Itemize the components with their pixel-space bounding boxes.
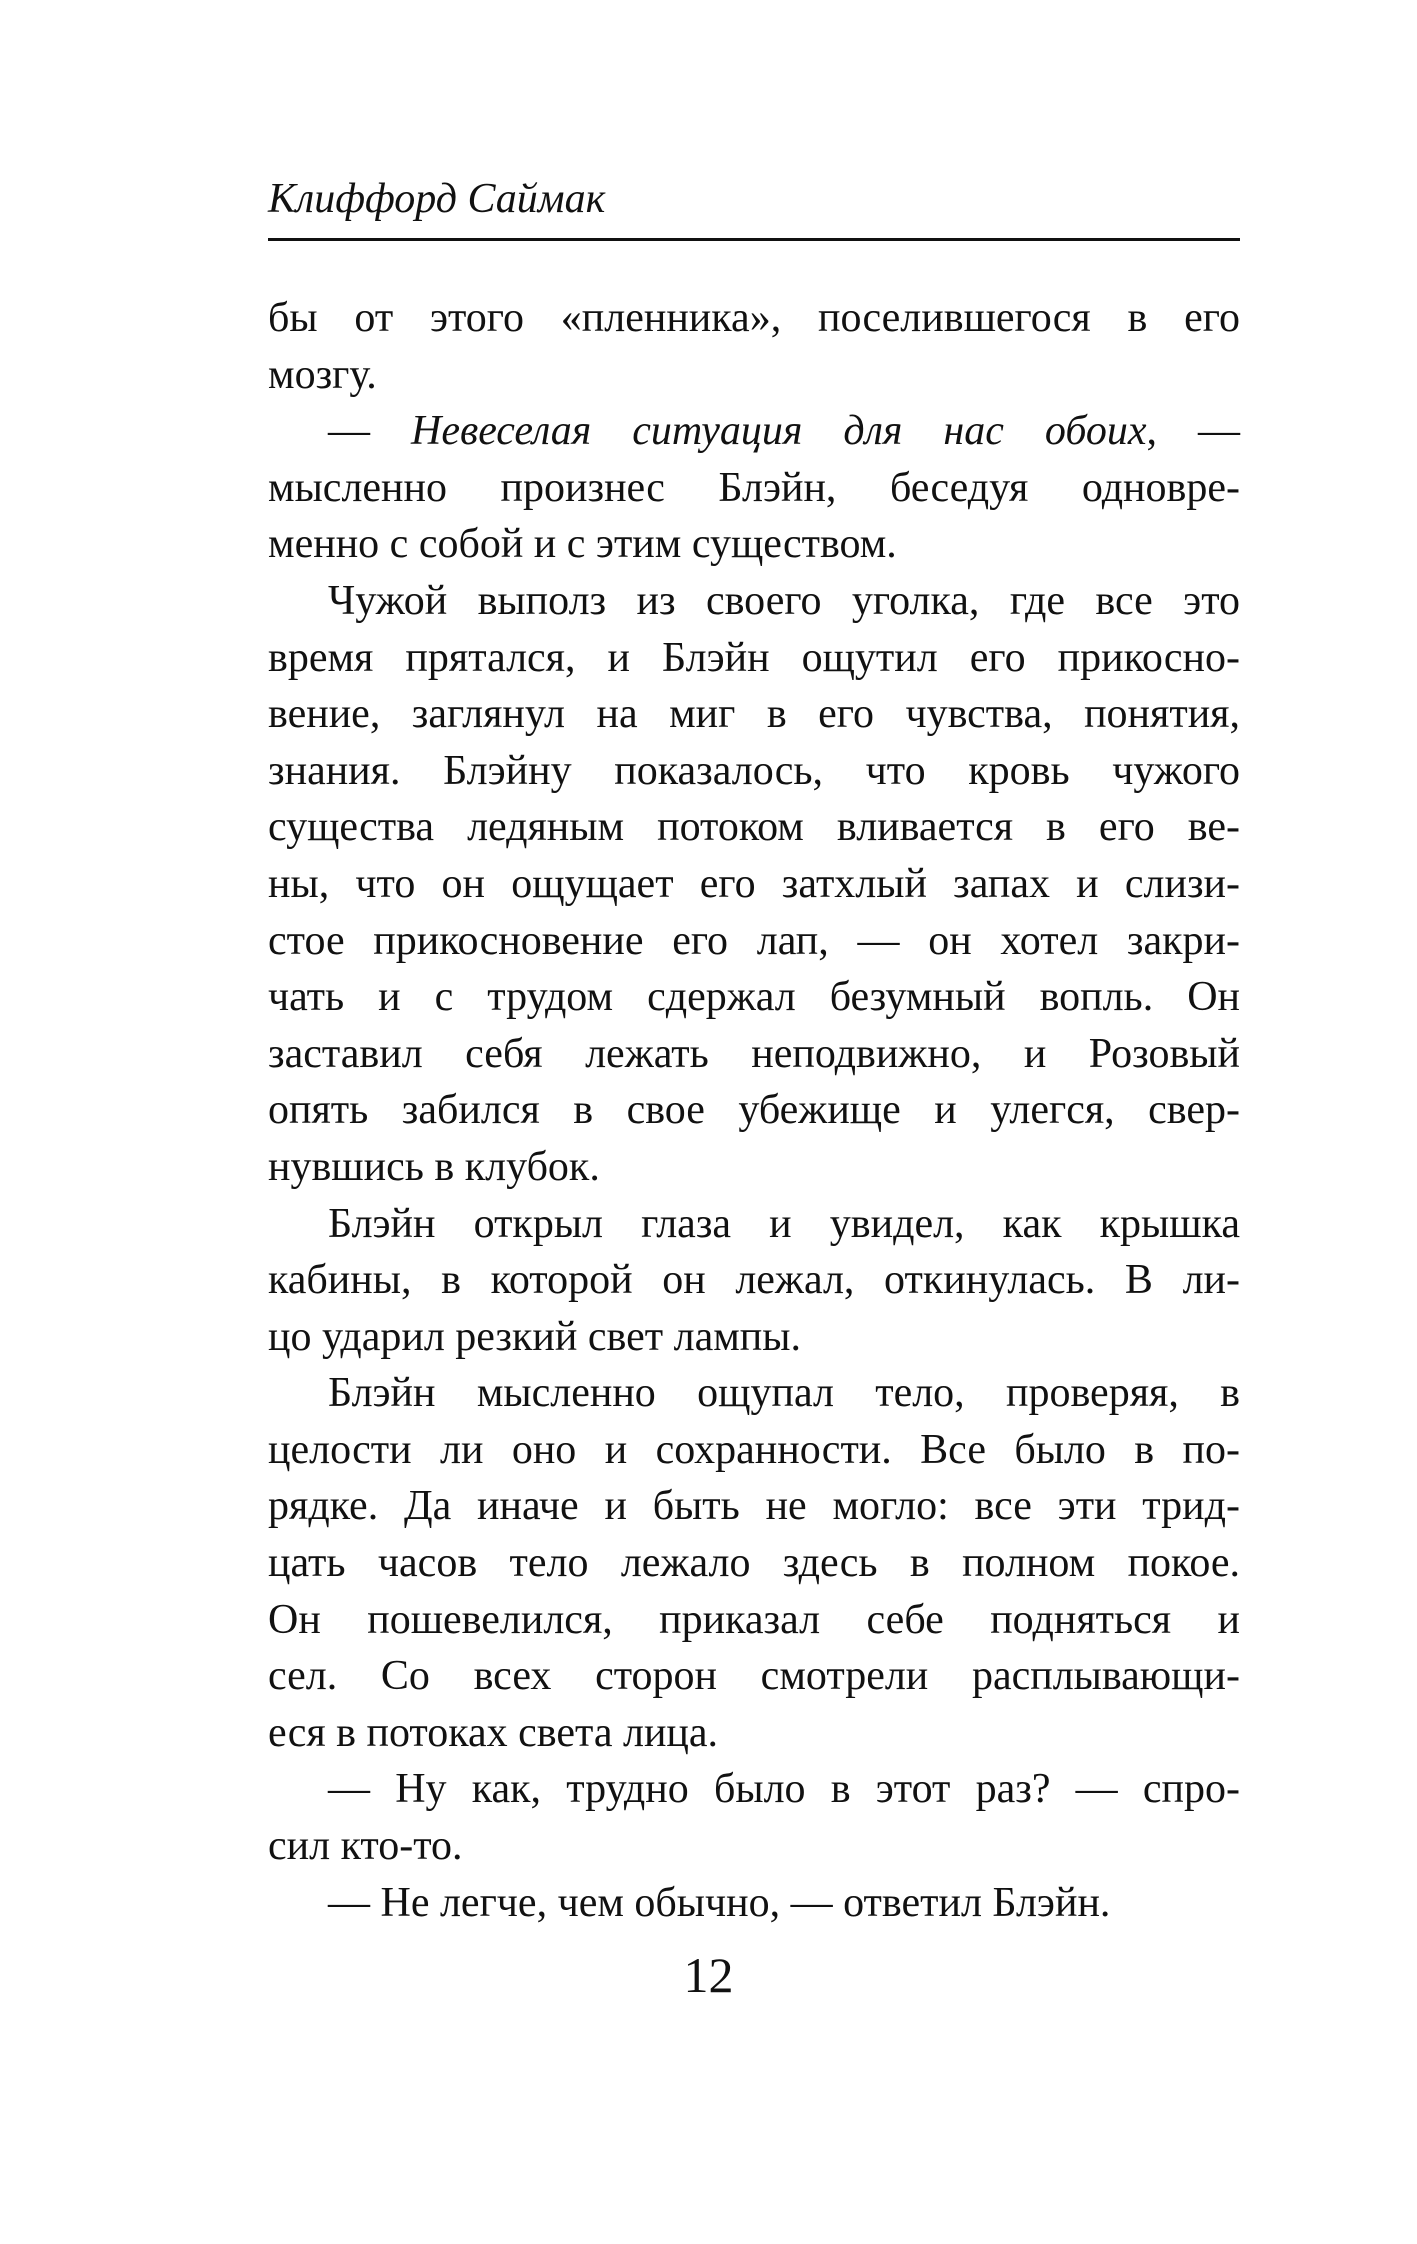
- text-line: чать и с трудом сдержал безумный вопль. Он: [268, 974, 1240, 1021]
- text-line: вение, заглянул на миг в его чувства, понятия,: [268, 691, 1240, 738]
- text-line: цо ударил резкий свет лампы.: [268, 1313, 801, 1360]
- text-line: мысленно произнес Блэйн, беседуя одновре-: [268, 464, 1240, 511]
- text-fragment: , —: [1146, 408, 1241, 455]
- text-line: сел. Со всех сторон смотрели расплывающи-: [268, 1653, 1240, 1700]
- text-line: еся в потоках света лица.: [268, 1709, 719, 1756]
- text-line: Блэйн мысленно ощупал тело, проверяя, в: [328, 1370, 1240, 1417]
- text-line: существа ледяным потоком вливается в его ве-: [268, 804, 1240, 851]
- text-line: знания. Блэйну показалось, что кровь чужого: [268, 747, 1240, 794]
- text-line: кабины, в которой он лежал, откинулась. В ли-: [268, 1257, 1240, 1304]
- text-line: ны, что он ощущает его затхлый запах и слизи-: [268, 860, 1240, 907]
- text-line: заставил себя лежать неподвижно, и Розовый: [268, 1030, 1240, 1077]
- text-line: цать часов тело лежало здесь в полном покое.: [268, 1540, 1240, 1587]
- text-line: целости ли оно и сохранности. Все было в по-: [268, 1426, 1240, 1473]
- header-rule: [268, 238, 1240, 241]
- text-line: время прятался, и Блэйн ощутил его прикосно-: [268, 634, 1240, 681]
- text-line: нувшись в клубок.: [268, 1143, 600, 1190]
- running-head: Клиффорд Саймак: [268, 176, 606, 222]
- text-line: [268, 403, 1240, 460]
- text-line: — Не легче, чем обычно, — ответил Блэйн.: [328, 1879, 1111, 1926]
- text-line: Он пошевелился, приказал себе подняться и: [268, 1596, 1240, 1643]
- text-line: мозгу.: [268, 351, 377, 398]
- text-line: стое прикосновение его лап, — он хотел закри-: [268, 917, 1240, 964]
- text-line: опять забился в свое убежище и улегся, свер-: [268, 1087, 1240, 1134]
- text-line: менно с собой и с этим существом.: [268, 521, 897, 568]
- page-number: 12: [683, 1947, 734, 2003]
- text-line: — Ну как, трудно было в этот раз? — спро-: [328, 1766, 1240, 1813]
- text-line: бы от этого «пленника», поселившегося в его: [268, 295, 1240, 341]
- text-fragment: —: [328, 408, 411, 455]
- italic-phrase: Невеселая ситуация для нас обоих: [410, 408, 1147, 455]
- text-line: рядке. Да иначе и быть не могло: все эти трид-: [268, 1483, 1240, 1530]
- body-text: [268, 290, 1240, 1931]
- text-line: сил кто-то.: [268, 1823, 463, 1870]
- text-line: Чужой выполз из своего уголка, где все это: [328, 577, 1240, 624]
- text-line: Блэйн открыл глаза и увидел, как крышка: [328, 1200, 1240, 1247]
